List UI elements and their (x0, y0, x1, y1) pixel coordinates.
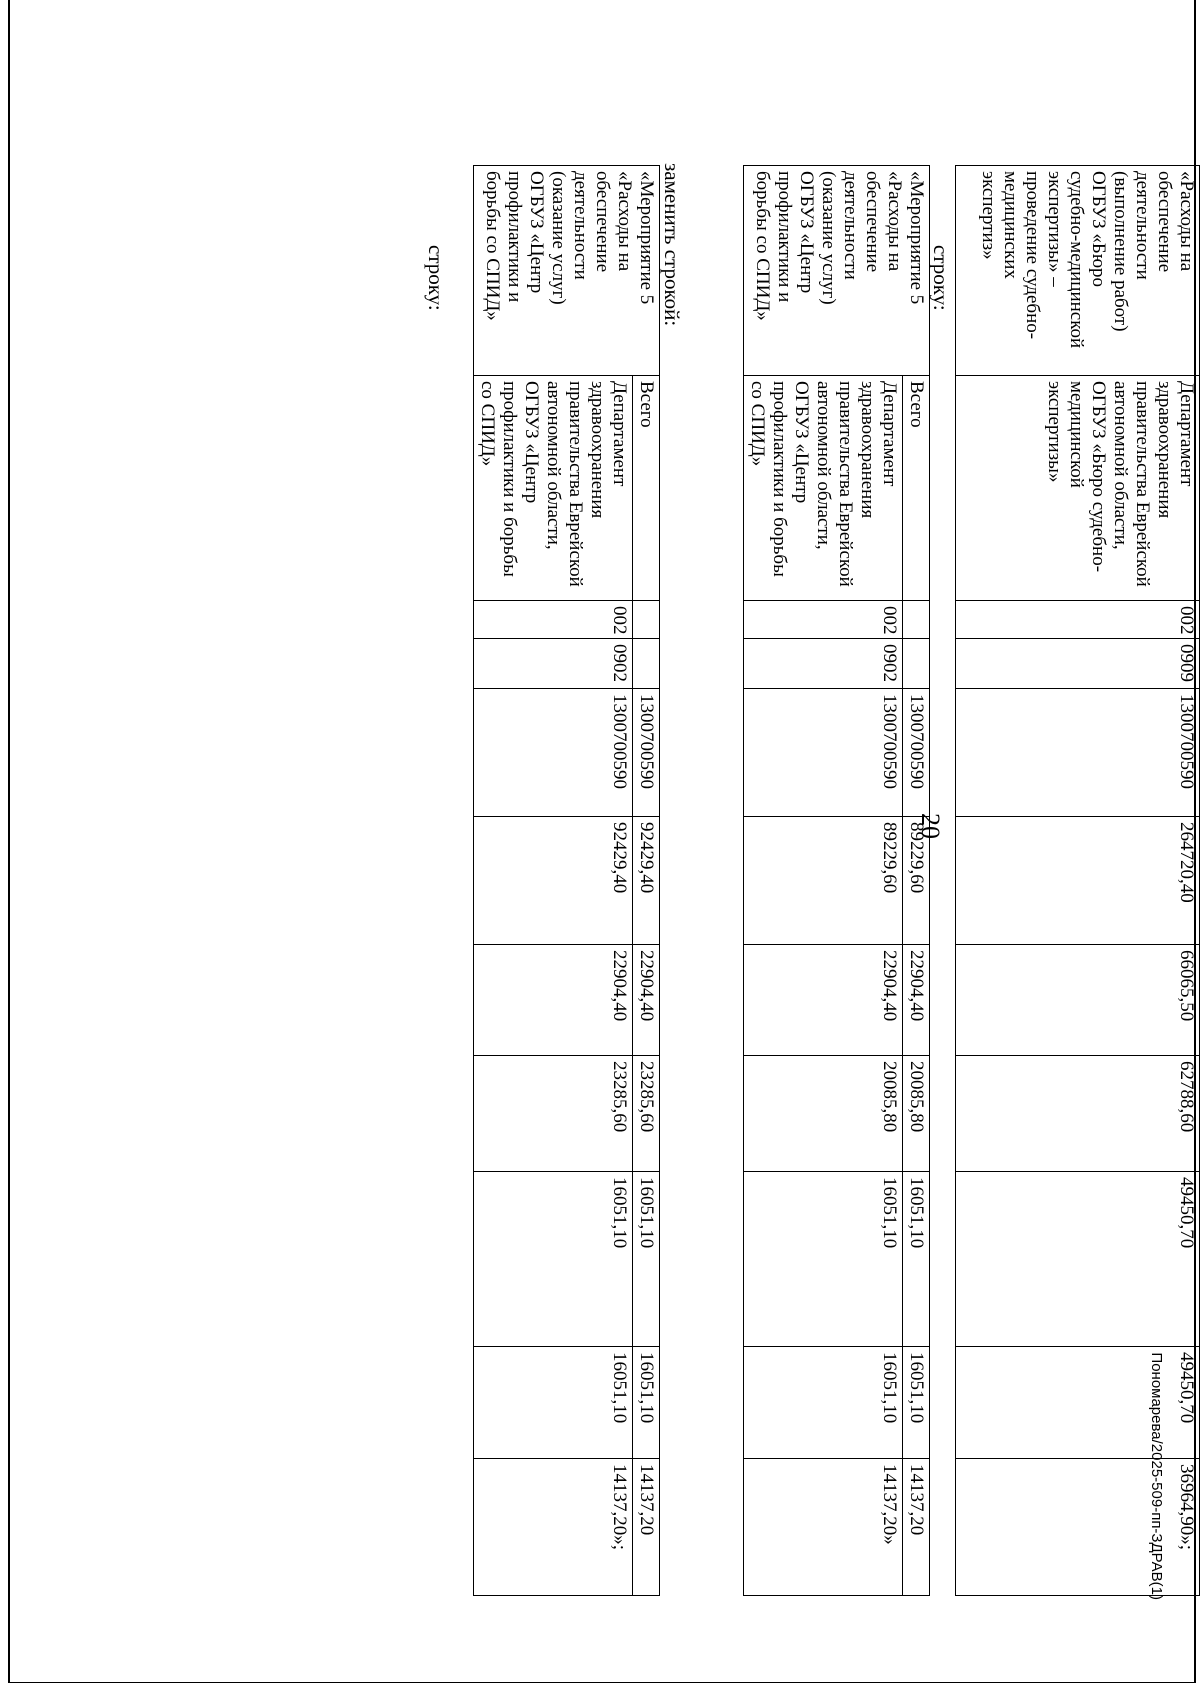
cell-v1: 92429,40 (474, 817, 633, 945)
cell-executor: Департамент здравоохранения правительства Еврейской автономной области, ОГБУЗ «Центр профилактики и борьбы со СПИД» (744, 376, 903, 601)
cell-executor: Всего (633, 376, 660, 601)
cell-name: «Расходы на обеспечение деятельности (выполнение работ) ОГБУЗ «Бюро судебно-медицинской экспертизы» – проведение судебно- медицинских экспертиз» (956, 166, 1200, 376)
cell-v4: 16051,10 (903, 1172, 930, 1347)
label-stroku-2: строку: (424, 245, 448, 311)
page-number: 20 (916, 813, 945, 839)
cell-v6: 14137,20 (633, 1459, 660, 1596)
table-row (903, 166, 930, 1596)
cell-csr: 1300700590 (744, 689, 903, 817)
cell-v4: 16051,10 (633, 1172, 660, 1347)
cell-name: «Мероприятие 5 «Расходы на обеспечение деятельности (оказание услуг) ОГБУЗ «Центр профилактики и борьбы со СПИД» (744, 166, 930, 376)
cell-rzpr (633, 639, 660, 689)
cell-rzpr: 0909 (956, 639, 1200, 689)
cell-grbs: 002 (744, 601, 903, 639)
cell-v5: 16051,10 (744, 1347, 903, 1459)
cell-v2: 22904,40 (744, 945, 903, 1056)
cell-v1: 89229,60 (903, 817, 930, 945)
cell-v2: 66065,50 (956, 945, 1200, 1056)
footer-reference: Пономарева/2025-509-пп-ЗДРАВ(1) (1148, 1352, 1165, 1600)
cell-v1: 264720,40 (956, 817, 1200, 945)
cell-v5: 16051,10 (633, 1347, 660, 1459)
cell-v6: 14137,20 (903, 1459, 930, 1596)
table-sudmed (955, 165, 1200, 1596)
cell-v6: 36964,90»; (956, 1459, 1200, 1596)
cell-csr: 1300700590 (956, 689, 1200, 817)
cell-grbs: 002 (956, 601, 1200, 639)
cell-grbs (633, 601, 660, 639)
cell-rzpr: 0902 (474, 639, 633, 689)
cell-v1: 89229,60 (744, 817, 903, 945)
cell-v2: 22904,40 (474, 945, 633, 1056)
cell-v1: 92429,40 (633, 817, 660, 945)
cell-v5: 49450,70 (956, 1347, 1200, 1459)
table-row (633, 166, 660, 1596)
cell-name: «Мероприятие 5 «Расходы на обеспечение деятельности (оказание услуг) ОГБУЗ «Центр профилактики и борьбы со СПИД» (474, 166, 660, 376)
cell-rzpr: 0902 (744, 639, 903, 689)
cell-v2: 22904,40 (633, 945, 660, 1056)
table-row (474, 166, 633, 1596)
cell-executor: Департамент здравоохранения правительства Еврейской автономной области, ОГБУЗ «Центр профилактики и борьбы со СПИД» (474, 376, 633, 601)
cell-csr: 1300700590 (903, 689, 930, 817)
cell-executor: Департамент здравоохранения правительства Еврейской автономной области, ОГБУЗ «Бюро судебно- медицинской экспертизы» (956, 376, 1200, 601)
cell-v6: 14137,20» (744, 1459, 903, 1596)
label-zamenit: заменить строкой: (660, 163, 684, 327)
cell-v3: 23285,60 (474, 1056, 633, 1172)
table-spid-new (473, 165, 660, 1596)
table-spid-old (743, 165, 930, 1596)
cell-v2: 22904,40 (903, 945, 930, 1056)
cell-v3: 23285,60 (633, 1056, 660, 1172)
table-row (956, 166, 1200, 1596)
page-content (0, 40, 1200, 1640)
cell-v3: 62788,60 (956, 1056, 1200, 1172)
table-row (744, 166, 903, 1596)
cell-rzpr (903, 639, 930, 689)
cell-csr: 1300700590 (474, 689, 633, 817)
cell-executor: Всего (903, 376, 930, 601)
cell-v3: 20085,80 (903, 1056, 930, 1172)
cell-v3: 20085,80 (744, 1056, 903, 1172)
cell-v6: 14137,20»; (474, 1459, 633, 1596)
cell-v5: 16051,10 (474, 1347, 633, 1459)
cell-v4: 16051,10 (474, 1172, 633, 1347)
cell-v4: 49450,70 (956, 1172, 1200, 1347)
cell-grbs: 002 (474, 601, 633, 639)
cell-v5: 16051,10 (903, 1347, 930, 1459)
cell-grbs (903, 601, 930, 639)
cell-v4: 16051,10 (744, 1172, 903, 1347)
cell-csr: 1300700590 (633, 689, 660, 817)
label-stroku-1: строку: (929, 245, 953, 311)
